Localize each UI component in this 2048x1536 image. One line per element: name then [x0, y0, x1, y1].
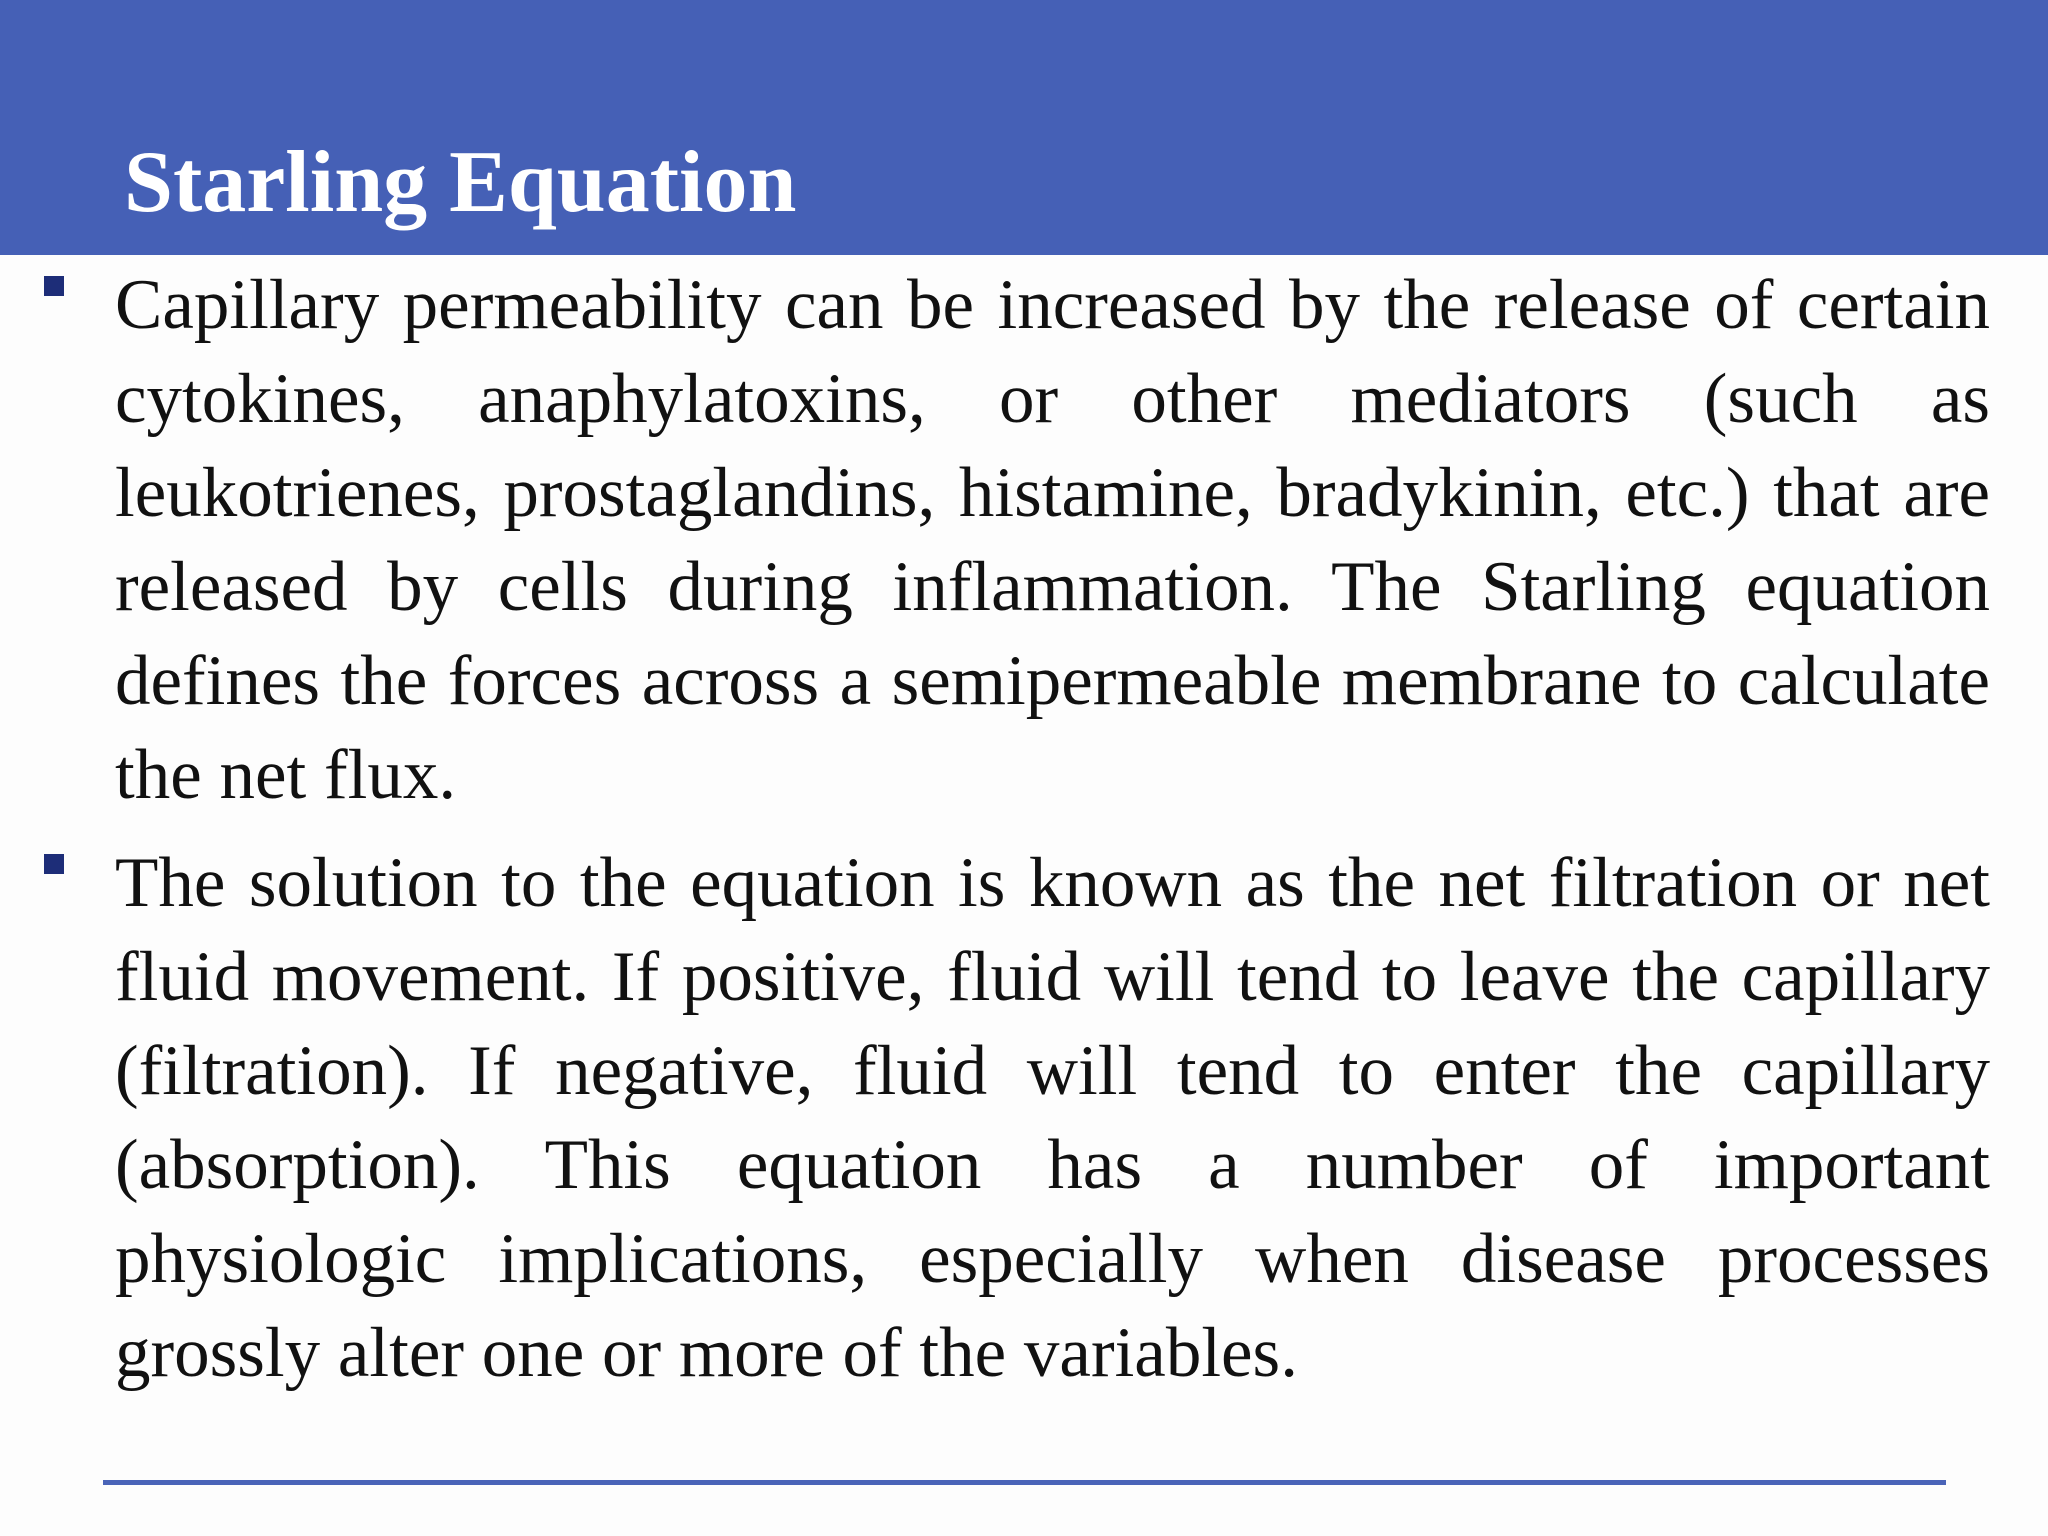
- square-bullet-icon: [44, 276, 64, 296]
- slide-title: Starling Equation: [124, 134, 797, 231]
- bullet-text: Capillary permeability can be increased by the release of certain cytokines, anaphylatoxins, or other mediators (such as leukotrienes, prostaglandins, histamine, bradykinin, etc.) that are released by cells during inflammation. The Starling equation defines the forces across a semipermeable membrane to calculate the net flux.: [115, 266, 1990, 814]
- bullet-item: [115, 836, 1990, 1400]
- slide-content: [0, 258, 2048, 1400]
- square-bullet-icon: [44, 854, 64, 874]
- bullet-text: The solution to the equation is known as the net filtration or net fluid movement. If positive, fluid will tend to leave the capillary (filtration). If negative, fluid will tend to enter the capillary (absorption). This equation has a number of important physiologic implications, especially when disease processes grossly alter one or more of the variables.: [115, 844, 1990, 1392]
- title-bar: [0, 0, 2048, 255]
- bottom-divider: [103, 1480, 1946, 1485]
- bullet-item: [115, 258, 1990, 822]
